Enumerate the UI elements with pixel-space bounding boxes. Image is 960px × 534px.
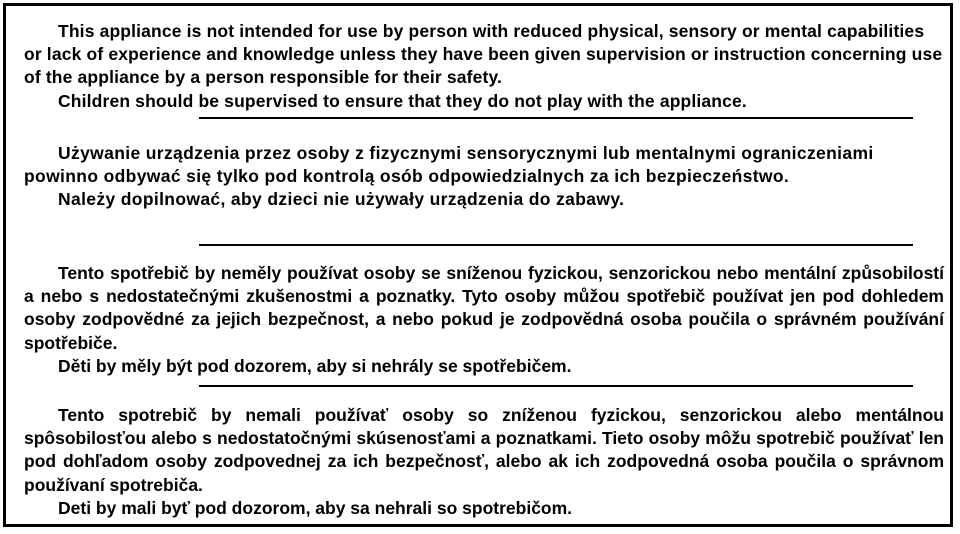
- warning-slovak-children: Deti by mali byť pod dozorom, aby sa nehrali so spotrebičom.: [58, 497, 573, 518]
- warning-polish-children: Należy dopilnować, aby dzieci nie używały urządzenia do zabawy.: [58, 189, 625, 210]
- warning-english-children: Children should be supervised to ensure that they do not play with the appliance.: [58, 90, 747, 111]
- warning-polish: [24, 142, 944, 212]
- warning-english-main: This appliance is not intended for use by person with reduced physical, sensory or mental capabilities or lack of experience and knowledge unless they have been given supervision or instruction concerning use of the appliance by a person responsible for their safety.: [24, 21, 943, 88]
- warning-box: [3, 3, 953, 527]
- warning-english: [24, 20, 944, 113]
- warning-czech-main: Tento spotřebič by neměly používat osoby se sníženou fyzickou, senzorickou nebo mentální způsobilostí a nebo s nedostatečnými zkušenostmi a poznatky. Tyto osoby můžou spotřebič používat jen pod dohledem osoby zodpovědné za jejich bezpečnost, a nebo pokud je zodpovědná osoba poučila o správném používání spotřebiče.: [24, 263, 944, 353]
- warning-czech-children: Děti by měly být pod dozorem, aby si nehrály se spotřebičem.: [58, 355, 572, 376]
- warning-czech: [24, 262, 944, 378]
- warning-polish-main: Używanie urządzenia przez osoby z fizycznymi sensorycznymi lub mentalnymi ograniczeniami powinno odbywać się tylko pod kontrolą osób odpowiedzialnych za ich bezpieczeństwo.: [24, 143, 874, 187]
- section-divider: [199, 117, 913, 119]
- section-divider: [199, 244, 913, 246]
- section-divider: [199, 385, 913, 387]
- warning-slovak-main: Tento spotrebič by nemali používať osoby so zníženou fyzickou, senzorickou alebo mentálnou spôsobilosťou alebo s nedostatočnými skúsenosťami a poznatkami. Tieto osoby môžu spotrebič používať len pod dohľadom osoby zodpovednej za ich bezpečnosť, alebo ak ich zodpovedná osoba poučila o správnom používaní spotrebiča.: [24, 405, 944, 495]
- warning-slovak: [24, 404, 944, 520]
